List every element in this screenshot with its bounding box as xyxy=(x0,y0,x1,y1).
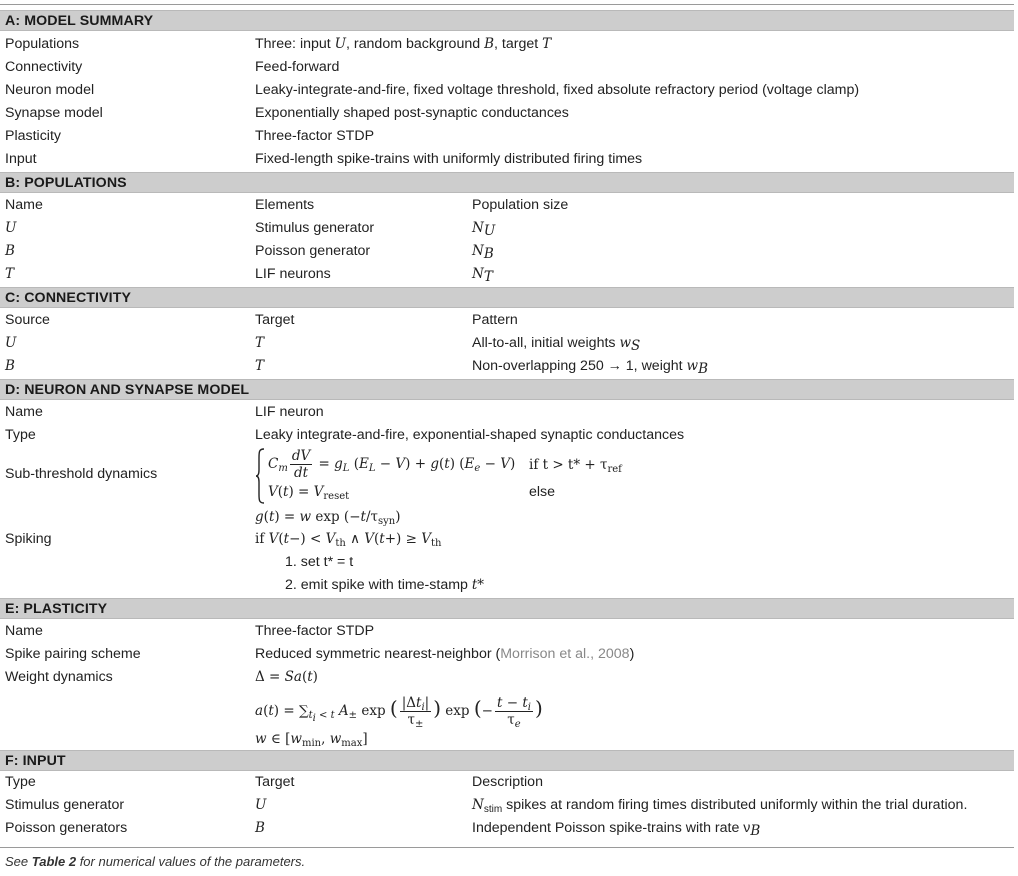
row-label: Input xyxy=(5,151,37,167)
condition-else: else xyxy=(529,484,556,500)
population-name: T xyxy=(5,266,15,282)
section-header-populations: B: POPULATIONS xyxy=(0,172,1014,193)
column-header: Name xyxy=(5,197,43,213)
row-value: LIF neuron xyxy=(255,404,324,420)
equation-reset: $V(t) = V_{reset}$ xyxy=(268,484,350,502)
section-header-neuron-synapse-model: D: NEURON AND SYNAPSE MODEL xyxy=(0,379,1014,400)
row-value: Leaky integrate-and-fire, exponential-shaped synaptic conductances xyxy=(255,427,685,443)
column-header: Type xyxy=(5,774,36,790)
row-label: Neuron model xyxy=(5,82,95,98)
row-label: Connectivity xyxy=(5,59,83,75)
row-value: Three-factor STDP xyxy=(255,128,375,144)
condition-refractory: if $t > t* + \tau_{ref}$ xyxy=(529,457,622,475)
section-header-model-summary: A: MODEL SUMMARY xyxy=(0,10,1014,31)
connection-target: T xyxy=(255,358,265,374)
equation-membrane: $C_m$ $\frac{dV}{dt}$ = $g_L$ $(E_L - V) + g(t) (E_e - V)$ xyxy=(268,448,516,481)
table-bottom-rule xyxy=(0,847,1014,848)
section-header-connectivity: C: CONNECTIVITY xyxy=(0,287,1014,308)
row-label: Sub-threshold dynamics xyxy=(5,466,158,482)
connection-source: B xyxy=(5,358,15,374)
population-name: U xyxy=(5,220,17,236)
input-target: B xyxy=(255,820,265,836)
row-value: Leaky-integrate-and-fire, fixed voltage threshold, fixed absolute refractory period (voltage clamp) xyxy=(255,82,860,98)
row-label: Name xyxy=(5,623,43,639)
section-header-input: F: INPUT xyxy=(0,750,1014,771)
connection-pattern: Non-overlapping 250 → 1, weight $w_B$ xyxy=(472,358,709,377)
connection-target: T xyxy=(255,335,265,351)
left-brace xyxy=(255,448,265,504)
input-description: $N_{stim}$ spikes at random firing times distributed uniformly within the trial duration. xyxy=(472,797,968,815)
input-type: Poisson generators xyxy=(5,820,128,836)
column-header: Pattern xyxy=(472,312,518,328)
spiking-condition: if $V(t-) < V_{th}$ ∧ $V(t+) \ge V_{th}$ xyxy=(255,531,442,549)
row-label: Populations xyxy=(5,36,80,52)
input-description: Independent Poisson spike-trains with rate $\nu_B$ xyxy=(472,820,761,839)
connection-pattern: All-to-all, initial weights $w_S$ xyxy=(472,335,641,354)
population-elements: Stimulus generator xyxy=(255,220,375,236)
row-value: Three-factor STDP xyxy=(255,623,375,639)
equation-delta: Δ = Sa(t) xyxy=(255,669,318,685)
row-value: Exponentially shaped post-synaptic conductances xyxy=(255,105,569,121)
column-header: Target xyxy=(255,312,295,328)
column-header: Elements xyxy=(255,197,315,213)
row-label: Synapse model xyxy=(5,105,103,121)
population-size: $N_U$ xyxy=(472,220,496,239)
row-label: Name xyxy=(5,404,43,420)
row-label: Type xyxy=(5,427,36,443)
population-elements: Poisson generator xyxy=(255,243,371,259)
equation-eligibility: $a(t) = \sum_{t_i < t}$ $A_\pm$ exp ( $\frac{|\Delta t_i|}{\tau_\pm}$ ) exp (− $\frac{t - t_i}{\tau_e}$ ) xyxy=(255,695,543,730)
row-value: Feed-forward xyxy=(255,59,340,75)
row-value: Fixed-length spike-trains with uniformly distributed firing times xyxy=(255,151,643,167)
column-header: Source xyxy=(5,312,50,328)
input-type: Stimulus generator xyxy=(5,797,125,813)
equation-weight-bounds: w ∈ [$w_{min}$, $w_{max}$] xyxy=(255,731,368,749)
column-header: Description xyxy=(472,774,543,790)
population-name: B xyxy=(5,243,15,259)
equation-conductance: g(t) = w $\exp (-t/\tau_{syn})$ xyxy=(255,509,401,527)
table-top-rule xyxy=(0,4,1014,5)
spiking-step-2: 2. emit spike with time-stamp t* xyxy=(285,577,485,593)
table-footnote: See Table 2 for numerical values of the parameters. xyxy=(5,854,306,869)
population-size: $N_B$ xyxy=(472,243,494,262)
spiking-step-1: 1. set t* = t xyxy=(285,554,354,570)
population-size: $N_T$ xyxy=(472,266,493,285)
table-2-link[interactable]: Table 2 xyxy=(31,854,77,869)
citation-link[interactable]: Morrison et al., 2008 xyxy=(500,646,630,662)
row-label: Weight dynamics xyxy=(5,669,113,685)
input-target: U xyxy=(255,797,267,813)
row-value: Reduced symmetric nearest-neighbor (Morrison et al., 2008) xyxy=(255,646,635,662)
section-header-plasticity: E: PLASTICITY xyxy=(0,598,1014,619)
connection-source: U xyxy=(5,335,17,351)
row-label: Plasticity xyxy=(5,128,61,144)
row-label: Spiking xyxy=(5,531,52,547)
row-label: Spike pairing scheme xyxy=(5,646,141,662)
population-elements: LIF neurons xyxy=(255,266,331,282)
column-header: Target xyxy=(255,774,295,790)
row-value: Three: input U, random background B, target T xyxy=(255,36,552,52)
column-header: Population size xyxy=(472,197,569,213)
